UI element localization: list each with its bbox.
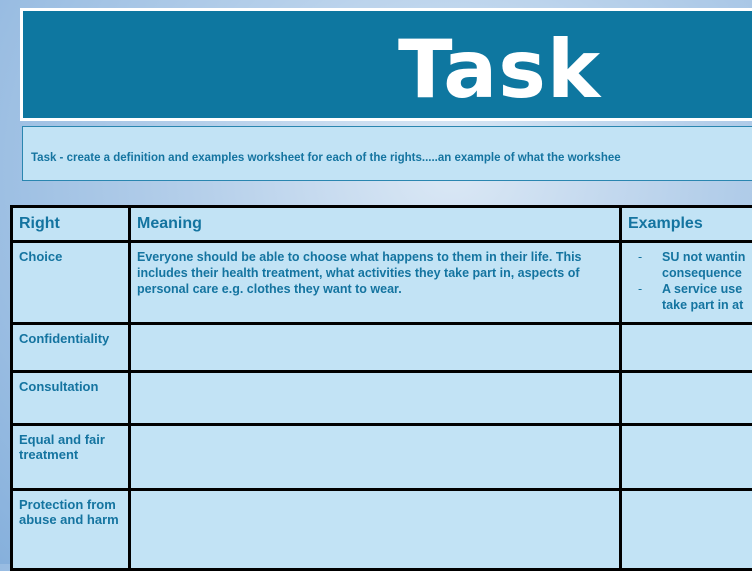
table-row xyxy=(12,372,752,425)
right-cell: Confidentiality xyxy=(12,324,130,372)
examples-cell xyxy=(621,490,752,570)
meaning-cell xyxy=(130,425,621,490)
header-meaning: Meaning xyxy=(130,207,621,242)
examples-cell xyxy=(621,372,752,425)
example-item: - SU not wantin consequence xyxy=(638,249,752,281)
examples-cell xyxy=(621,242,752,324)
slide-title: Task xyxy=(398,23,601,116)
rights-table xyxy=(10,205,752,571)
example-item: - A service use take part in at xyxy=(638,281,752,313)
meaning-cell: Everyone should be able to choose what happens to them in their life. This includes their health treatment, what activities they take part in, aspects of personal care e.g. clothes they want to wear. xyxy=(130,242,621,324)
table-row xyxy=(12,324,752,372)
table-row xyxy=(12,490,752,570)
right-cell: Equal and fair treatment xyxy=(12,425,130,490)
header-examples: Examples xyxy=(621,207,752,242)
examples-cell xyxy=(621,425,752,490)
title-banner xyxy=(20,8,752,121)
instruction-text: Task - create a definition and examples worksheet for each of the rights.....an example of what the workshee xyxy=(31,151,750,165)
table-row xyxy=(12,425,752,490)
right-cell: Consultation xyxy=(12,372,130,425)
meaning-cell xyxy=(130,490,621,570)
right-cell: Choice xyxy=(12,242,130,324)
examples-cell xyxy=(621,324,752,372)
table-header-row xyxy=(12,207,752,242)
meaning-cell xyxy=(130,324,621,372)
meaning-cell xyxy=(130,372,621,425)
header-right: Right xyxy=(12,207,130,242)
table-row xyxy=(12,242,752,324)
instruction-box xyxy=(22,126,752,181)
right-cell: Protection from abuse and harm xyxy=(12,490,130,570)
